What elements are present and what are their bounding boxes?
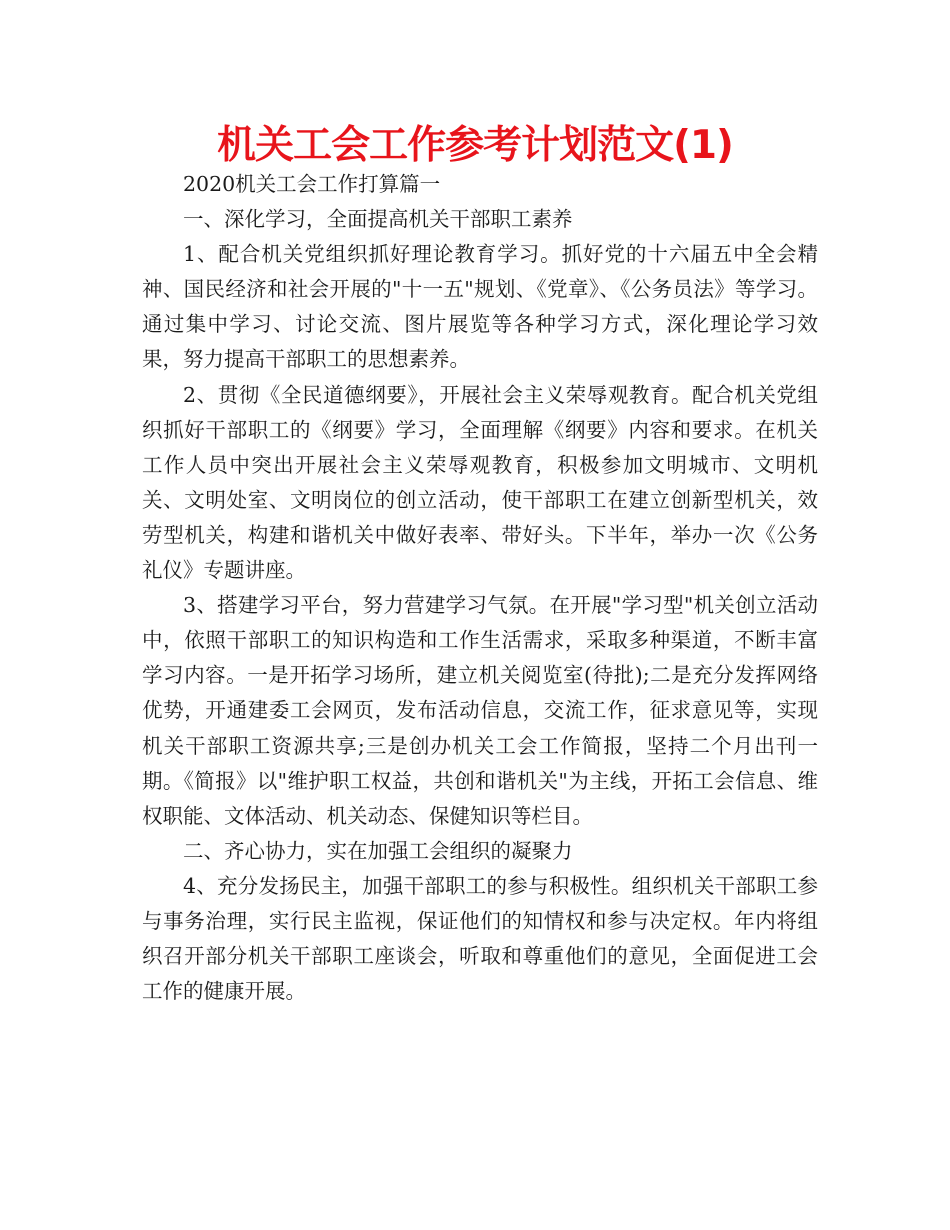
section-heading-1: 一、深化学习，全面提高机关干部职工素养 bbox=[183, 207, 573, 232]
document-body bbox=[142, 167, 818, 1009]
paragraph-1: 1、配合机关党组织抓好理论教育学习。抓好党的十六届五中全会精神、国民经济和社会开展的"十一五"规划、《党章》、《公务员法》等学习。通过集中学习、讨论交流、图片展览等各种学习方式，深化理论学习效果，努力提高干部职工的思想素养。 bbox=[142, 242, 818, 372]
paragraph-subtitle: 2020机关工会工作打算篇一 bbox=[183, 172, 441, 196]
paragraph-3: 3、搭建学习平台，努力营建学习气氛。在开展"学习型"机关创立活动中，依照干部职工的知识构造和工作生活需求，采取多种渠道，不断丰富学习内容。一是开拓学习场所，建立机关阅览室(待批);二是充分发挥网络优势，开通建委工会网页，发布活动信息，交流工作，征求意见等，实现机关干部职工资源共享;三是创办机关工会工作简报，坚持二个月出刊一期。《简报》以"维护职工权益，共创和谐机关"为主线，开拓工会信息、维权职能、文体活动、机关动态、保健知识等栏目。 bbox=[142, 593, 818, 828]
section-heading-2: 二、齐心协力，实在加强工会组织的凝聚力 bbox=[183, 838, 573, 863]
paragraph-4: 4、充分发扬民主，加强干部职工的参与积极性。组织机关干部职工参与事务治理，实行民主监视，保证他们的知情权和参与决定权。年内将组织召开部分机关干部职工座谈会，听取和尊重他们的意见，全面促进工会工作的健康开展。 bbox=[142, 873, 818, 1004]
paragraph-2: 2、贯彻《全民道德纲要》，开展社会主义荣辱观教育。配合机关党组织抓好干部职工的《纲要》学习，全面理解《纲要》内容和要求。在机关工作人员中突出开展社会主义荣辱观教育，积极参加文明城市、文明机关、文明处室、文明岗位的创立活动，使干部职工在建立创新型机关，效劳型机关，构建和谐机关中做好表率、带好头。下半年，举办一次《公务礼仪》专题讲座。 bbox=[142, 382, 818, 583]
document-title: 机关工会工作参考计划范文(1) bbox=[217, 123, 733, 168]
